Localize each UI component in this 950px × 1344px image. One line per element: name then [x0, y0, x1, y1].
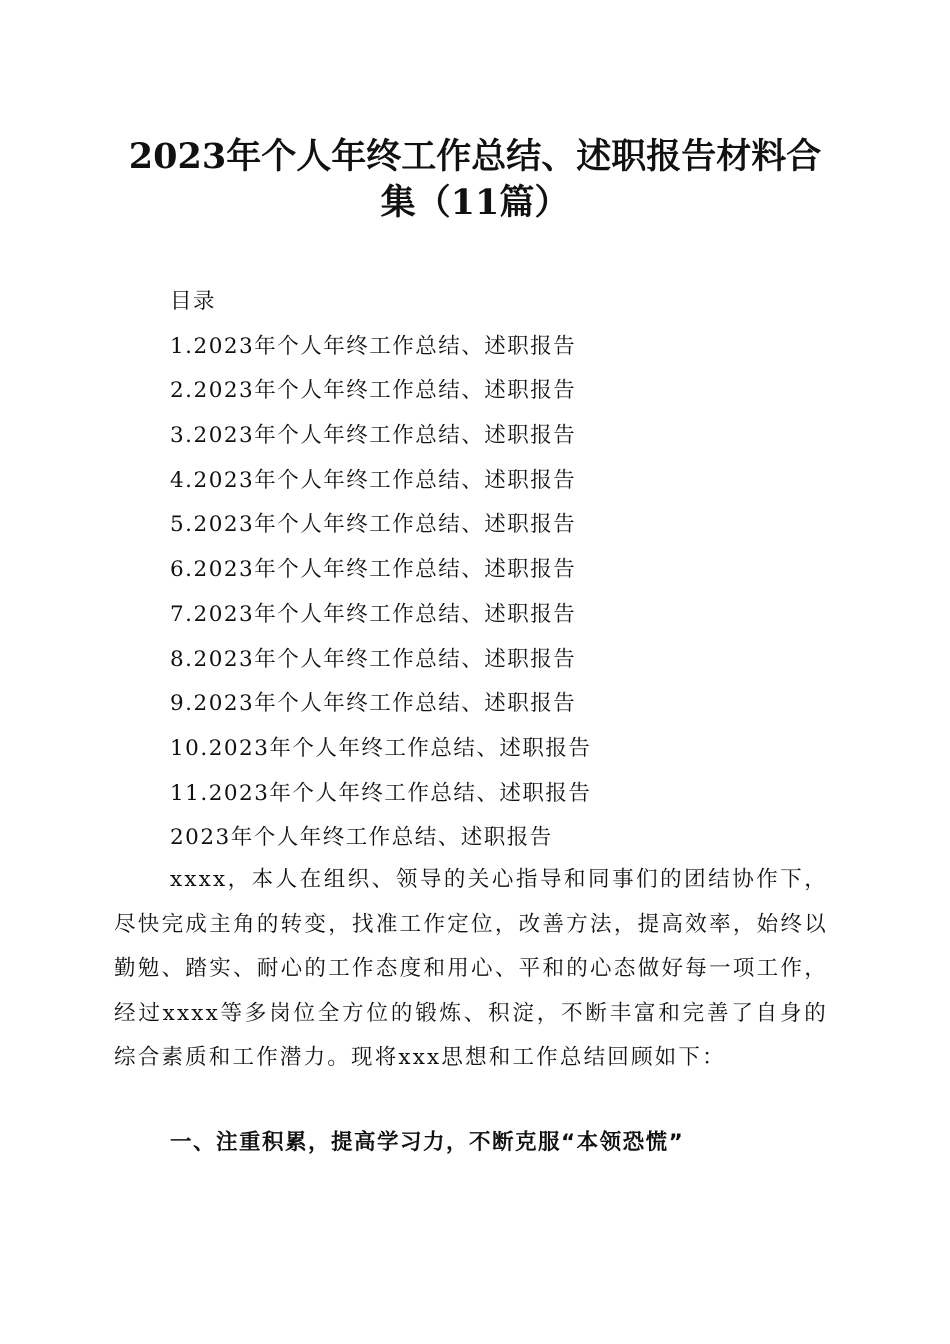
toc-item: 2.2023年个人年终工作总结、述职报告	[170, 378, 577, 404]
toc-item: 1.2023年个人年终工作总结、述职报告	[170, 333, 577, 359]
toc-heading: 目录	[170, 289, 217, 314]
toc-item: 7.2023年个人年终工作总结、述职报告	[170, 601, 577, 627]
section-heading: 一、注重积累，提高学习力，不断克服“本领恐慌”	[170, 1130, 685, 1155]
article-title: 2023年个人年终工作总结、述职报告	[170, 825, 553, 851]
toc-item: 4.2023年个人年终工作总结、述职报告	[170, 467, 577, 493]
toc-item: 5.2023年个人年终工作总结、述职报告	[170, 512, 577, 538]
document-title-line-2: 集（11篇）	[380, 182, 570, 223]
toc-item: 11.2023年个人年终工作总结、述职报告	[170, 780, 592, 806]
body-paragraph: xxxx，本人在组织、领导的关心指导和同事们的团结协作下，尽快完成主角的转变，找准工作定位，改善方法，提高效率，始终以勤勉、踏实、耐心的工作态度和用心、平和的心态做好每一项工作，经过xxxx等多岗位全方位的锻炼、积淀，不断丰富和完善了自身的综合素质和工作潜力。现将xxx思想和工作总结回顾如下：	[114, 867, 828, 1070]
document-title	[110, 134, 840, 226]
toc-item: 3.2023年个人年终工作总结、述职报告	[170, 423, 577, 449]
toc-item: 6.2023年个人年终工作总结、述职报告	[170, 557, 577, 583]
toc-item: 9.2023年个人年终工作总结、述职报告	[170, 691, 577, 717]
table-of-contents	[170, 280, 870, 861]
document-title-line-1: 2023年个人年终工作总结、述职报告材料合	[128, 136, 822, 177]
toc-item: 10.2023年个人年终工作总结、述职报告	[170, 735, 592, 761]
toc-item: 8.2023年个人年终工作总结、述职报告	[170, 646, 577, 672]
